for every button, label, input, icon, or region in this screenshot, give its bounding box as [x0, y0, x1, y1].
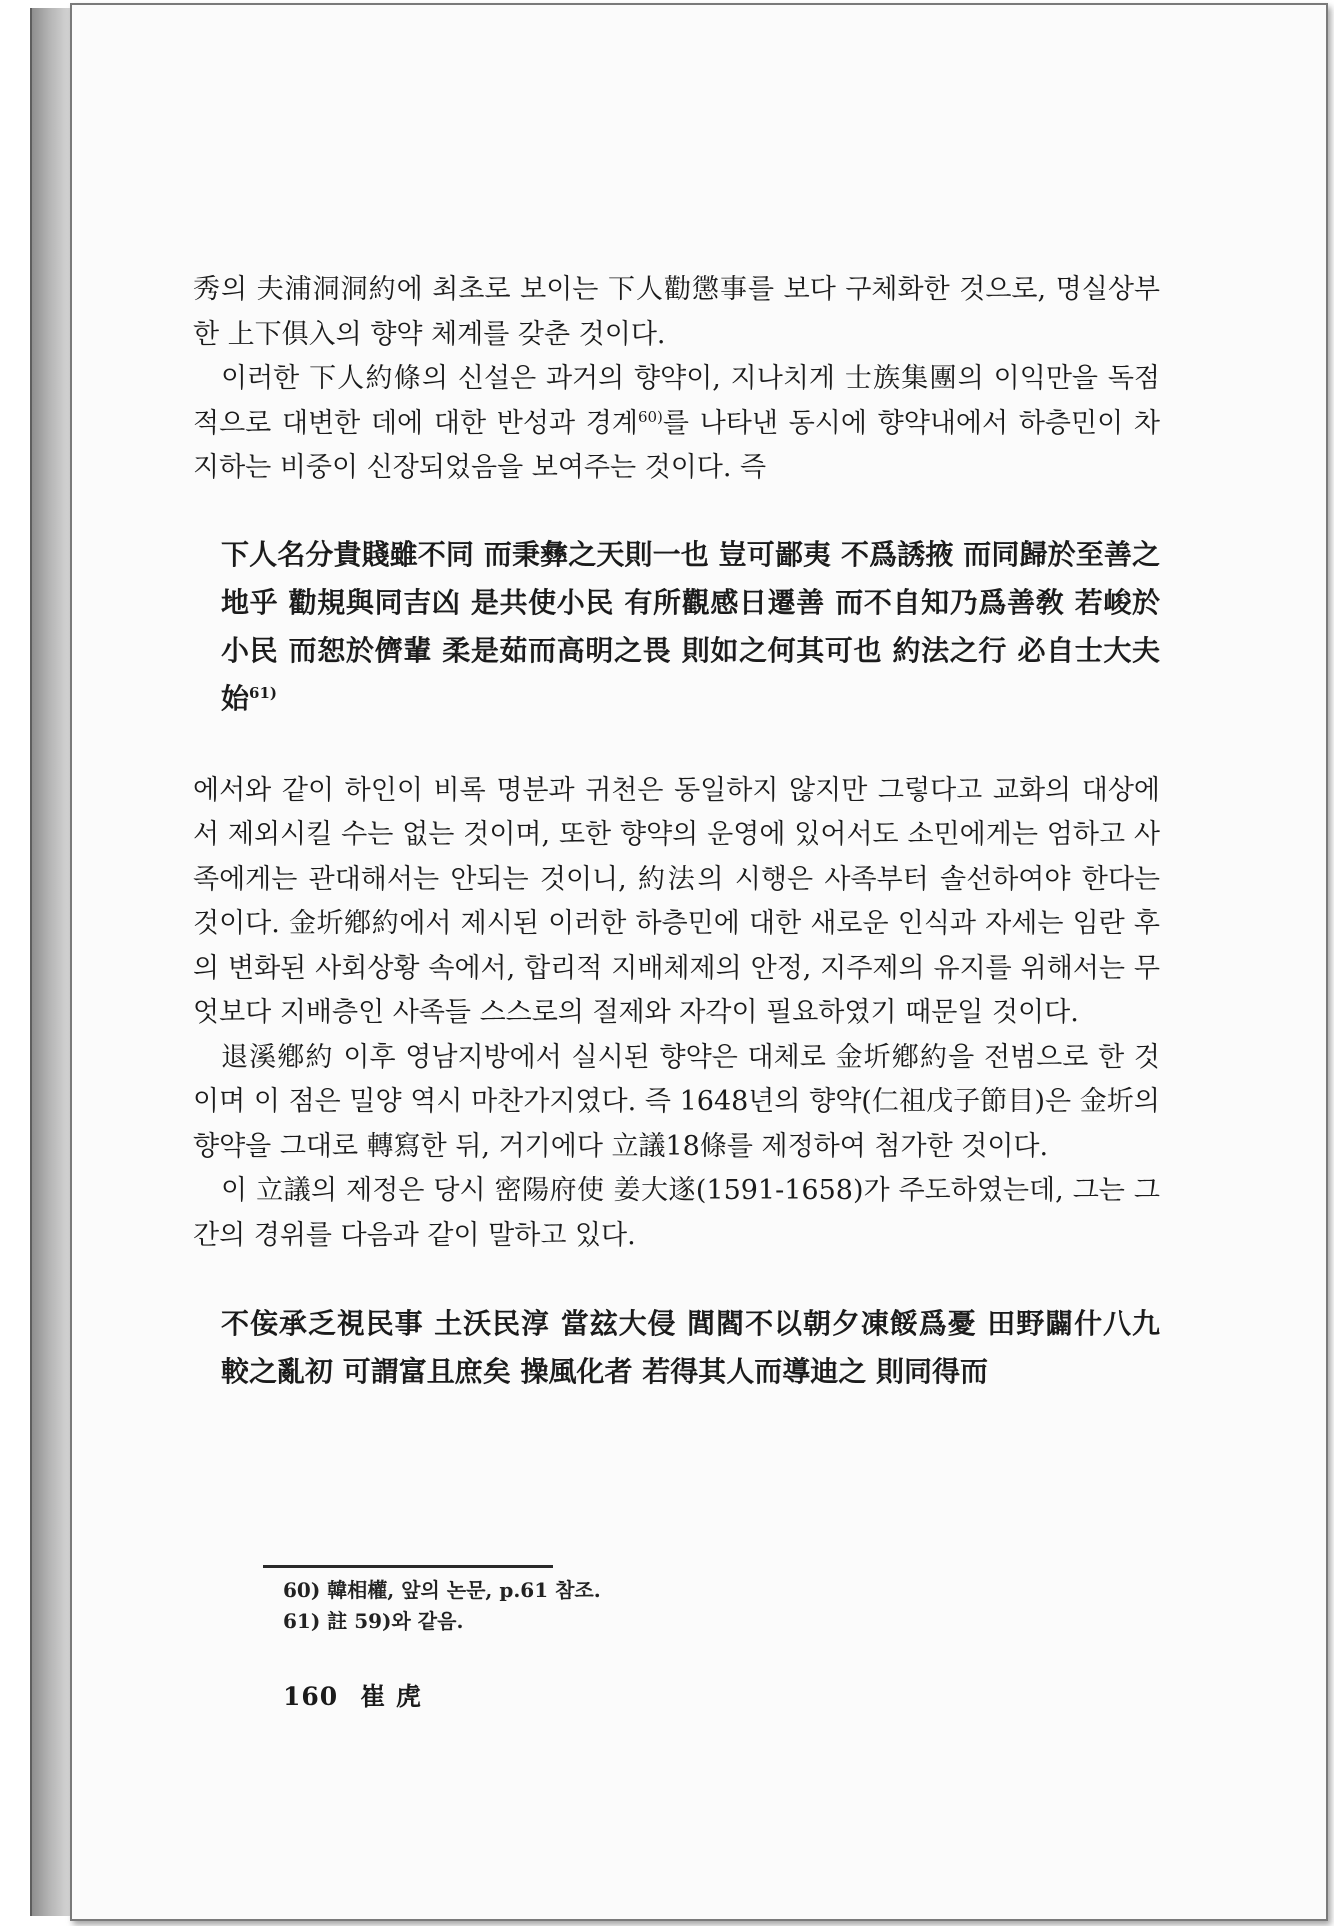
page-number: 160: [283, 1682, 339, 1711]
paragraph: 退溪鄕約 이후 영남지방에서 실시된 향약은 대체로 金圻鄕約을 전범으로 한 것이며 이 점은 밀양 역시 마찬가지였다. 즉 1648년의 향약(仁祖戊子節目)은 金圻의 향약을 그대로 轉寫한 뒤, 거기에다 立議18條를 제정하여 첨가한 것이다.: [193, 1041, 1160, 1162]
paragraph-text: 를 나타낸 동시에 향약내에서 하층민이 차지하는 비중이 신장되었음을 보여주는 것이다. 즉: [193, 407, 1160, 483]
footnote-60: 60) 韓相權, 앞의 논문, p.61 참조.: [283, 1578, 601, 1602]
footnote-divider: [263, 1565, 553, 1568]
footnote-61: 61) 註 59)와 같음.: [283, 1609, 464, 1633]
block-quote: 不侫承乏視民事 土沃民淳 當玆大侵 閭閻不以朝夕凍餒爲憂 田野闢什八九 較之亂初 可謂富且庶矣 操風化者 若得其人而導迪之 則同得而: [221, 1307, 1160, 1388]
page-footer: [283, 1677, 422, 1713]
footnotes: [283, 1575, 601, 1637]
footnote-ref-61[interactable]: 61): [249, 683, 277, 702]
paragraph: [193, 357, 1160, 491]
paragraph: 에서와 같이 하인이 비록 명분과 귀천은 동일하지 않지만 그렇다고 교화의 대상에서 제외시킬 수는 없는 것이며, 또한 향약의 운영에 있어서도 소민에게는 엄하고 사족에게는 관대해서는 안되는 것이니, 約法의 시행은 사족부터 솔선하여야 한다는 것이다. 金圻鄕約에서 제시된 이러한 하층민에 대한 새로운 인식과 자세는 임란 후의 변화된 사회상황 속에서, 합리적 지배체제의 안정, 지주제의 유지를 위해서는 무엇보다 지배층인 사족들 스스로의 절제와 자각이 필요하였기 때문일 것이다.: [193, 774, 1160, 1028]
quote-text: 下人名分貴賤雖不同 而秉彝之天則一也 豈可鄙夷 不爲誘掖 而同歸於至善之地乎 勸規與同吉凶 是共使小民 有所觀感日遷善 而不自知乃爲善敎 若峻於小民 而恕於儕輩 柔是茹而高明之畏 則如之何其可也 約法之行 必自士大夫始: [221, 537, 1160, 715]
paragraph: 이 立議의 제정은 당시 密陽府使 姜大遂(1591-1658)가 주도하였는데, 그는 그간의 경위를 다음과 같이 말하고 있다.: [193, 1175, 1160, 1251]
paragraph-text: 이러한 下人約條의 신설은 과거의 향약이, 지나치게 士族集團의 이익만을 독점적으로 대변한 데에 대한 반성과 경계: [193, 363, 1160, 439]
page-body: [193, 268, 1160, 1396]
book-spine-edge: [30, 8, 70, 1916]
footnote-ref-60[interactable]: 60): [637, 407, 663, 426]
block-quote: [221, 531, 1160, 723]
paragraph: 秀의 夫浦洞洞約에 최초로 보이는 下人勸懲事를 보다 구체화한 것으로, 명실상부한 上下俱入의 향약 체계를 갖춘 것이다.: [193, 274, 1160, 350]
running-author: 崔 虎: [360, 1682, 422, 1711]
